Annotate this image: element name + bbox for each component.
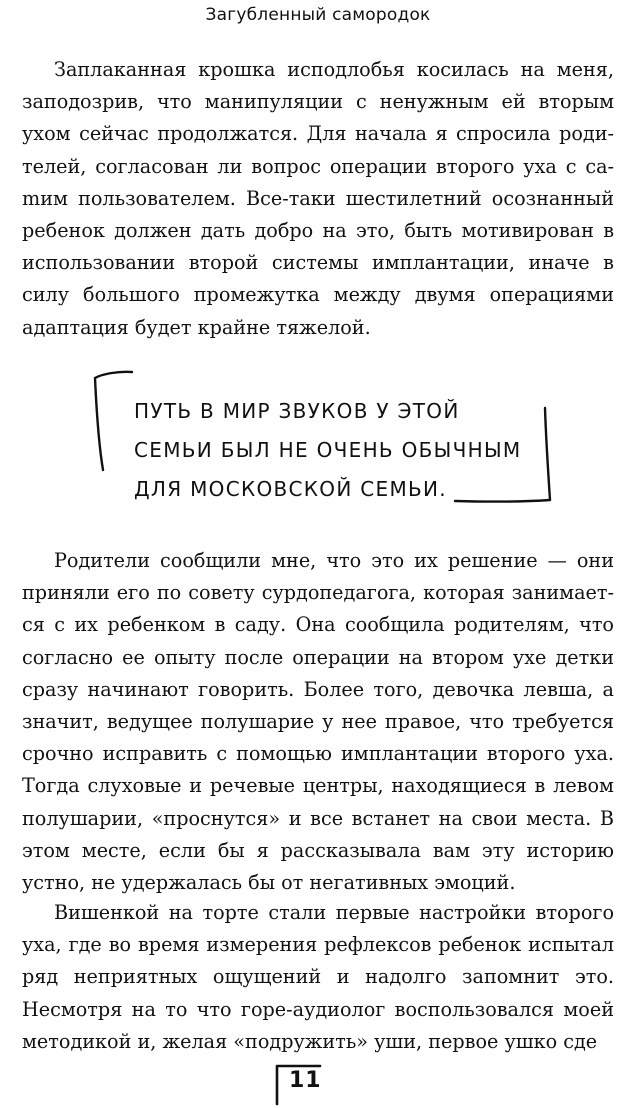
pull-quote-line: ДЛЯ МОСКОВСКОЙ СЕМЬИ. <box>134 477 447 501</box>
page-folio <box>0 1060 636 1108</box>
pull-quote-line: ПУТЬ В МИР ЗВУКОВ У ЭТОЙ <box>134 399 460 423</box>
paragraph-1: Заплаканная крошка исподлобья косилась на меня, заподозрив, что манипуляции с ненужным ей вторым ухом сейчас продолжатся. Для начала я спросила родителей, согласован ли вопрос операции второго уха с саmим пользователем. Все-таки шестилетний осознанный ребенок должен дать добро на это, быть мотивирован в использовании второй системы имплантации, иначе в силу большого промежутка между двумя операциями адаптация будет крайне тяжелой. <box>22 58 614 339</box>
pull-quote-line: СЕМЬИ БЫЛ НЕ ОЧЕНЬ ОБЫЧНЫМ <box>134 438 522 462</box>
running-head: Загубленный самородок <box>205 5 431 25</box>
paragraph-3: Вишенкой на торте стали первые настройки второго уха, где во время измерения рефлексов ребенок испытал ряд неприятных ощущений и надолго запомнит это. Несмотря на то что горе-аудиолог воспользовался моей методикой и, желая «подружить» уши, первое ушко сде <box>22 901 614 1053</box>
pull-quote <box>134 392 554 509</box>
paragraph-2: Родители сообщили мне, что это их решение — они приняли его по совету сурдопедагога, которая занимается с их ребенком в саду. Она сообщила родителям, что согласно ее опыту после операции на втором ухе детки сразу начинают говорить. Более того, девочка левша, а значит, ведущее полушарие у нее правое, что требуется срочно исправить с помощью имплантации второго уха. Тогда слуховые и речевые центры, находящиеся в левом полушарии, «проснутся» и все встанет на свои места. В этом месте, если бы я рассказывала вам эту историю устно, не удержалась бы от негативных эмоций. <box>22 549 614 895</box>
quote-open-bracket <box>95 372 132 470</box>
page-number: 11 <box>289 1068 322 1093</box>
